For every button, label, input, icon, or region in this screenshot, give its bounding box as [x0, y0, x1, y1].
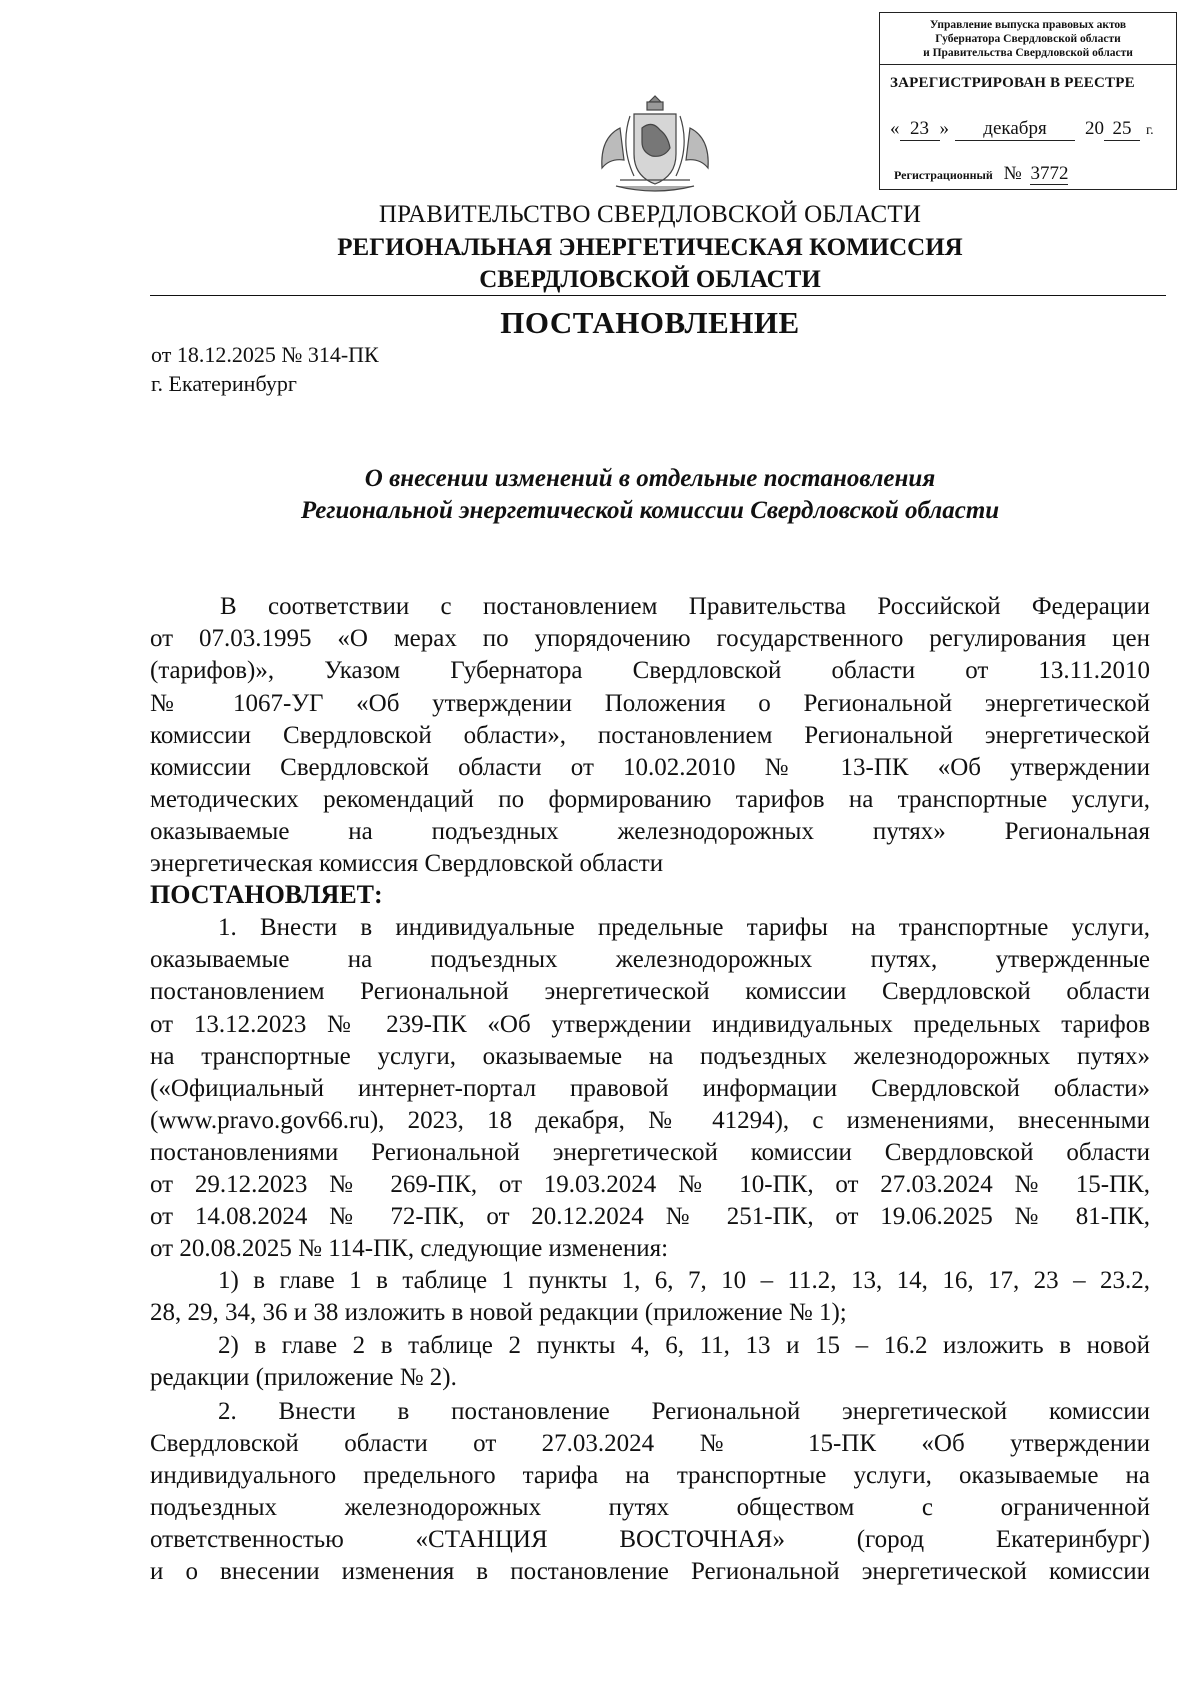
body-line: от 14.08.2024 № 72-ПК, от 20.12.2024 № 251-ПК, от 19.06.2025 № 81-ПК, — [150, 1203, 1150, 1230]
stamp-header — [880, 13, 1176, 65]
body-line: 1) в главе 1 в таблице 1 пункты 1, 6, 7, 10 – 11.2, 13, 14, 16, 17, 23 – 23.2, — [218, 1267, 1150, 1294]
stamp-date-year: 25 — [1104, 118, 1140, 141]
body-line: и о внесении изменения в постановление Региональной энергетической комиссии — [150, 1558, 1150, 1585]
header-divider — [150, 295, 1166, 296]
body-line: редакции (приложение № 2). — [150, 1364, 457, 1391]
body-line: постановлением Региональной энергетической комиссии Свердловской области — [150, 978, 1150, 1005]
stamp-regnum-sign: № — [1003, 163, 1022, 184]
body-line: 2. Внести в постановление Региональной энергетической комиссии — [218, 1398, 1150, 1425]
body-line: методических рекомендаций по формированию тарифов на транспортные услуги, — [150, 786, 1150, 813]
commission-title-line2: СВЕРДЛОВСКОЙ ОБЛАСТИ — [479, 266, 821, 293]
body-line: от 07.03.1995 «О мерах по упорядочению государственного регулирования цен — [150, 625, 1150, 652]
stamp-date-g: г. — [1146, 123, 1154, 138]
stamp-date-month: декабря — [955, 118, 1075, 141]
body-line: от 20.08.2025 № 114-ПК, следующие изменения: — [150, 1235, 669, 1262]
stamp-date — [890, 118, 1174, 141]
document-type: ПОСТАНОВЛЕНИЕ — [500, 305, 800, 340]
stamp-registered-label: ЗАРЕГИСТРИРОВАН В РЕЕСТРЕ — [890, 75, 1135, 91]
stamp-regnum — [894, 163, 1068, 185]
body-line: от 13.12.2023 № 239-ПК «Об утверждении индивидуальных предельных тарифов — [150, 1011, 1150, 1038]
coat-of-arms-icon — [590, 88, 720, 198]
body-line: 28, 29, 34, 36 и 38 изложить в новой редакции (приложение № 1); — [150, 1299, 847, 1326]
registration-stamp — [879, 12, 1177, 190]
body-line: на транспортные услуги, оказываемые на подъездных железнодорожных путях» — [150, 1043, 1150, 1070]
stamp-header-line: Управление выпуска правовых актов — [929, 19, 1127, 31]
body-line: комиссии Свердловской области от 10.02.2010 № 13-ПК «Об утверждении — [150, 754, 1150, 781]
body-line: оказываемые на подъездных железнодорожных путях» Региональная — [150, 818, 1150, 845]
body-line: (www.pravo.gov66.ru), 2023, 18 декабря, № 41294), с изменениями, внесенными — [150, 1107, 1150, 1134]
body-line: 1. Внести в индивидуальные предельные тарифы на транспортные услуги, — [218, 914, 1150, 941]
stamp-header-line: Губернатора Свердловской области — [935, 33, 1121, 45]
body-line: комиссии Свердловской области», постановлением Региональной энергетической — [150, 722, 1150, 749]
body-line: № 1067-УГ «Об утверждении Положения о Региональной энергетической — [150, 690, 1150, 717]
document-city: г. Екатеринбург — [151, 371, 297, 396]
body-line: 2) в главе 2 в таблице 2 пункты 4, 6, 11, 13 и 15 – 16.2 изложить в новой — [218, 1332, 1150, 1359]
body-line: оказываемые на подъездных железнодорожных путях, утвержденные — [150, 946, 1150, 973]
body-line: постановлениями Региональной энергетической комиссии Свердловской области — [150, 1139, 1150, 1166]
body-line: индивидуального предельного тарифа на транспортные услуги, оказываемые на — [150, 1462, 1150, 1489]
body-line: В соответствии с постановлением Правительства Российской Федерации — [220, 593, 1150, 620]
resolves-heading: ПОСТАНОВЛЯЕТ: — [150, 880, 383, 909]
stamp-regnum-label: Регистрационный — [894, 168, 993, 182]
body-line: от 29.12.2023 № 269-ПК, от 19.03.2024 № 10-ПК, от 27.03.2024 № 15-ПК, — [150, 1171, 1150, 1198]
body-line: энергетическая комиссия Свердловской области — [150, 850, 664, 877]
body-line: Свердловской области от 27.03.2024 № 15-ПК «Об утверждении — [150, 1430, 1150, 1457]
body-line: (тарифов)», Указом Губернатора Свердловской области от 13.11.2010 — [150, 657, 1150, 684]
document-date-number: от 18.12.2025 № 314-ПК — [151, 342, 379, 367]
subject-line: О внесении изменений в отдельные постановления — [364, 465, 936, 492]
stamp-date-close-quote: » — [939, 118, 949, 139]
body-line: («Официальный интернет-портал правовой информации Свердловской области» — [150, 1075, 1150, 1102]
subject-line: Региональной энергетической комиссии Свердловской области — [300, 497, 1000, 524]
stamp-date-open-quote: « — [890, 118, 900, 139]
body-line: ответственностью «СТАНЦИЯ ВОСТОЧНАЯ» (город Екатеринбург) — [150, 1526, 1150, 1553]
stamp-regnum-value: 3772 — [1030, 163, 1069, 184]
stamp-date-day: 23 — [900, 118, 940, 141]
body-line: подъездных железнодорожных путях обществом с ограниченной — [150, 1494, 1150, 1521]
stamp-header-line: и Правительства Свердловской области — [923, 47, 1133, 59]
commission-title-line1: РЕГИОНАЛЬНАЯ ЭНЕРГЕТИЧЕСКАЯ КОМИССИЯ — [337, 234, 963, 261]
government-title: ПРАВИТЕЛЬСТВО СВЕРДЛОВСКОЙ ОБЛАСТИ — [378, 201, 922, 228]
stamp-date-year-prefix: 20 — [1085, 118, 1104, 139]
